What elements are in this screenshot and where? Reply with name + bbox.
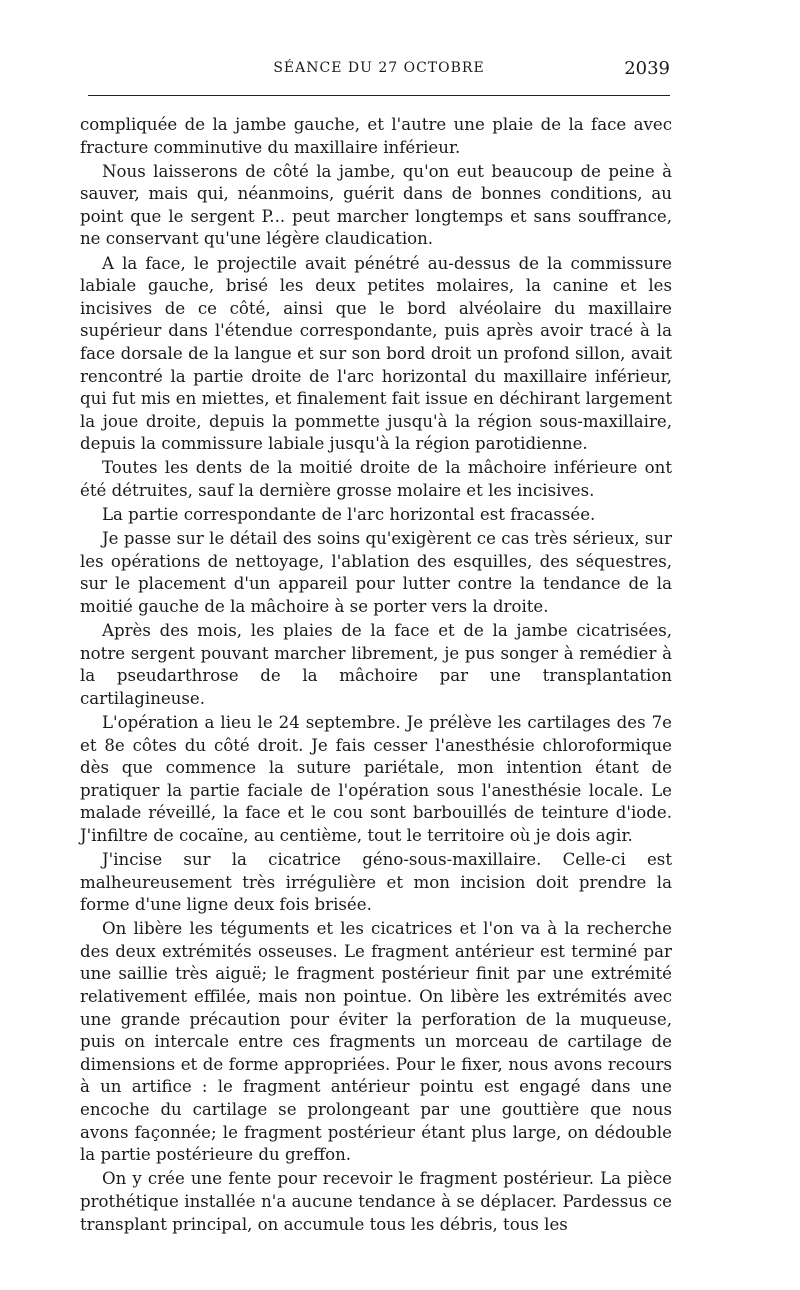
paragraph: compliquée de la jambe gauche, et l'autre une plaie de la face avec fracture comminutive du maxillaire inférieur. bbox=[80, 115, 672, 157]
body-text bbox=[80, 114, 672, 1236]
header-rule bbox=[88, 95, 670, 96]
paragraph: On y crée une fente pour recevoir le fragment postérieur. La pièce prothétique installée n'a aucune tendance à se déplacer. Pardessus ce transplant principal, on accumule tous les débris, tous les bbox=[80, 1169, 672, 1234]
paragraph: On libère les téguments et les cicatrices et l'on va à la recherche des deux extrémités osseuses. Le fragment antérieur est terminé par une saillie très aiguë; le fragment postérieur finit par une extrémité relativement effilée, mais non pointue. On libère les extrémités avec une grande précaution pour éviter la perforation de la muqueuse, puis on intercale entre ces fragments un morceau de cartilage de dimensions et de forme appropriées. Pour le fixer, nous avons recours à un artifice : le fragment antérieur pointu est engagé dans une encoche du cartilage se prolongeant par une gouttière que nous avons façonnée; le fragment postérieur étant plus large, on dédouble la partie postérieure du greffon. bbox=[80, 919, 672, 1165]
paragraph: A la face, le projectile avait pénétré au-dessus de la commissure labiale gauche, brisé les deux petites molaires, la canine et les incisives de ce côté, ainsi que le bord alvéolaire du maxillaire supérieur dans l'étendue correspondante, puis après avoir tracé à la face dorsale de la langue et sur son bord droit un profond sillon, avait rencontré la partie droite de l'arc horizontal du maxillaire inférieur, qui fut mis en miettes, et finalement fait issue en déchirant largement la joue droite, depuis la pommette jusqu'à la région sous-maxillaire, depuis la commissure labiale jusqu'à la région parotidienne. bbox=[80, 253, 672, 454]
paragraph: Je passe sur le détail des soins qu'exigèrent ce cas très sérieux, sur les opérations de nettoyage, l'ablation des esquilles, des séquestres, sur le placement d'un appareil pour lutter contre la tendance de la moitié gauche de la mâchoire à se porter vers la droite. bbox=[80, 529, 672, 616]
paragraph: Nous laisserons de côté la jambe, qu'on eut beaucoup de peine à sauver, mais qui, néanmoins, guérit dans de bonnes conditions, au point que le sergent P... peut marcher longtemps et sans souffrance, ne conservant qu'une légère claudication. bbox=[80, 161, 672, 249]
paragraph: Après des mois, les plaies de la face et de la jambe cicatrisées, notre sergent pouvant marcher librement, je pus songer à remédier à la pseudarthrose de la mâchoire par une transplantation cartilagineuse. bbox=[80, 621, 672, 708]
running-title: SÉANCE DU 27 OCTOBRE bbox=[273, 60, 485, 76]
page-number: 2039 bbox=[624, 58, 670, 79]
paragraph: L'opération a lieu le 24 septembre. Je prélève les cartilages des 7e et 8e côtes du côté droit. Je fais cesser l'anesthésie chloroformique dès que commence la suture pariétale, mon intention étant de pratiquer la partie faciale de l'opération sous l'anesthésie locale. Le malade réveillé, la face et le cou sont barbouillés de teinture d'iode. J'infiltre de cocaïne, au centième, tout le territoire où je dois agir. bbox=[80, 712, 672, 845]
paragraph: Toutes les dents de la moitié droite de la mâchoire inférieure ont été détruites, sauf la dernière grosse molaire et les incisives. bbox=[80, 458, 672, 500]
paragraph: J'incise sur la cicatrice géno-sous-maxillaire. Celle-ci est malheureusement très irrégulière et mon incision doit prendre la forme d'une ligne deux fois brisée. bbox=[80, 850, 672, 915]
paragraph: La partie correspondante de l'arc horizontal est fracassée. bbox=[102, 505, 596, 525]
page-header bbox=[88, 58, 670, 88]
